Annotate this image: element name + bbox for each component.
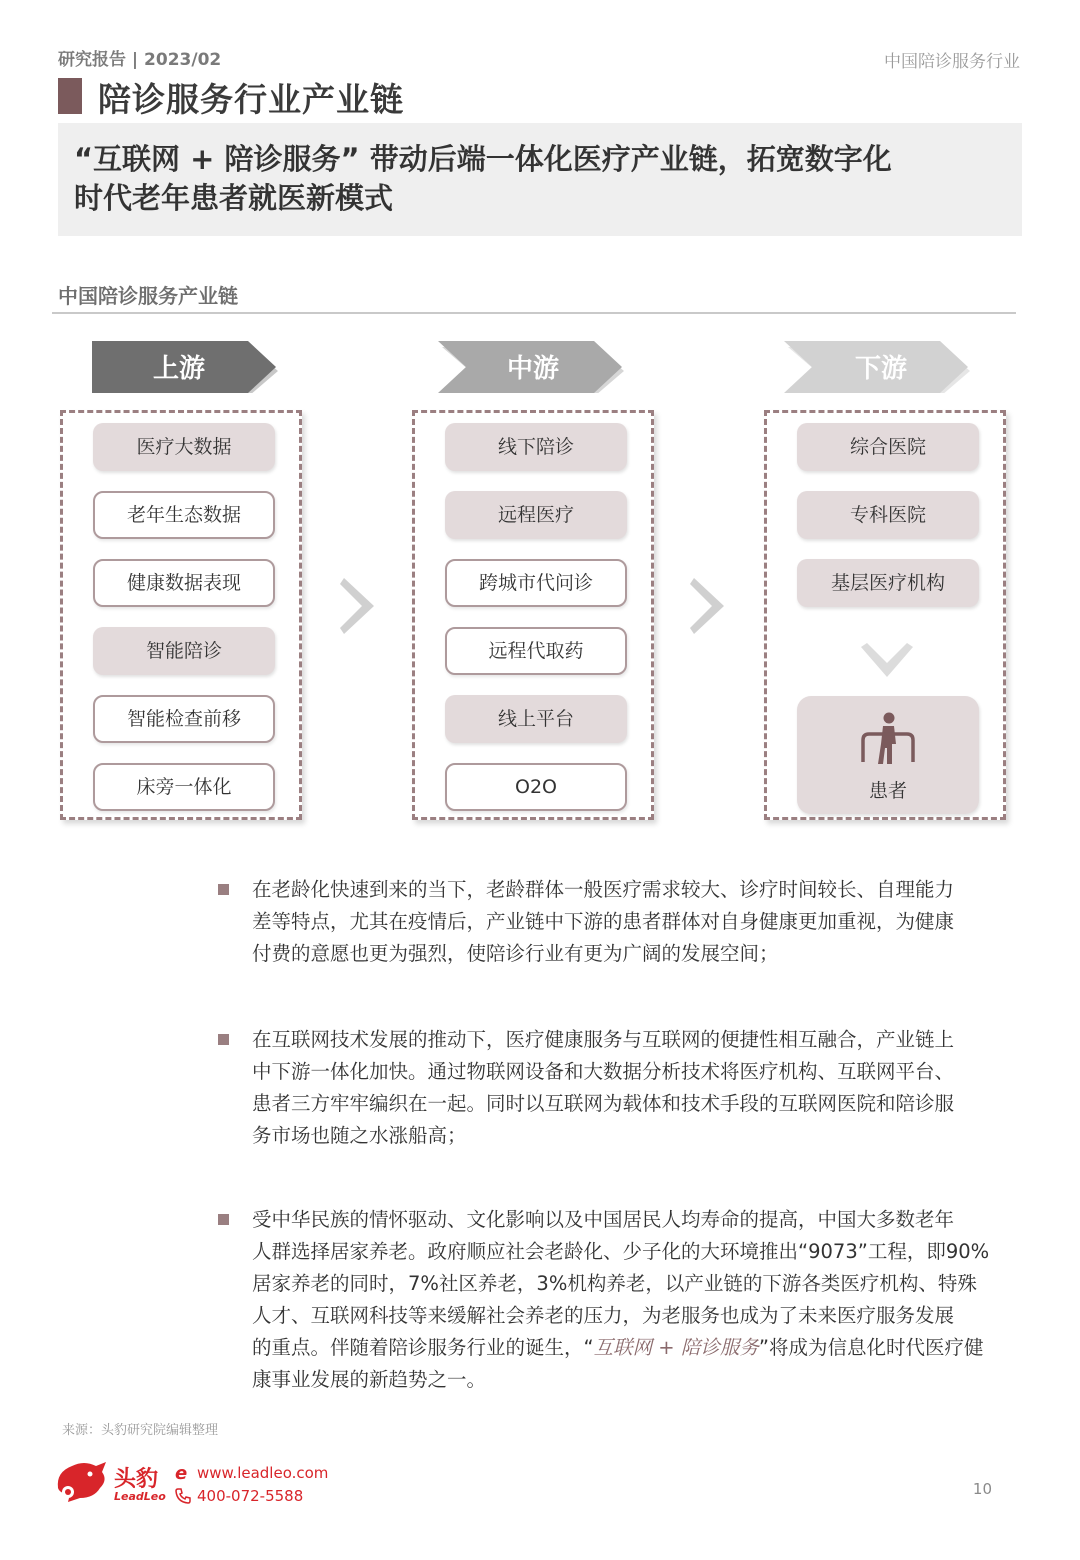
list-item: 线下陪诊	[445, 423, 627, 471]
downstream-column	[764, 410, 1006, 820]
paragraph-line: 人才、互联网科技等来缓解社会养老的压力，为老服务也成为了未来医疗服务发展	[252, 1304, 955, 1327]
upstream-label: 上游	[152, 354, 205, 384]
line-text: ”将成为信息化时代医疗健	[758, 1336, 984, 1359]
paragraph-line: 付费的意愿也更为强烈，使陪诊行业有更为广阔的发展空间；	[252, 942, 779, 965]
paragraph-line: 康事业发展的新趋势之一。	[252, 1368, 487, 1391]
midstream-label: 中游	[506, 354, 559, 384]
page-title: 陪诊服务行业产业链	[98, 80, 404, 119]
bullet-marker	[218, 1034, 229, 1045]
chevron-right-icon	[690, 578, 726, 634]
list-item: 医疗大数据	[93, 423, 275, 471]
downstream-label: 下游	[854, 354, 907, 384]
list-item: 综合医院	[797, 423, 979, 471]
patient-label: 患者	[868, 780, 907, 802]
subtitle	[74, 140, 974, 218]
patient-card	[797, 696, 979, 814]
phone-icon	[175, 1488, 191, 1504]
page-number: 10	[972, 1480, 992, 1498]
list-item: O2O	[445, 763, 627, 811]
chevron-down-icon	[861, 643, 913, 679]
list-item: 智能检查前移	[93, 695, 275, 743]
paragraph-line: 中下游一体化加快。通过物联网设备和大数据分析技术将医疗机构、互联网平台、	[252, 1060, 955, 1083]
report-meta: 研究报告 | 2023/02	[58, 50, 222, 70]
list-item: 基层医疗机构	[797, 559, 979, 607]
bullet-marker	[218, 1214, 229, 1225]
paragraph-line	[252, 1332, 992, 1364]
list-item: 床旁一体化	[93, 763, 275, 811]
svg-text:e: e	[175, 1464, 188, 1482]
phone-number: 400-072-5588	[197, 1487, 304, 1505]
paragraph-line: 患者三方牢牢编织在一起。同时以互联网为载体和技术手段的互联网医院和陪诊服	[252, 1092, 955, 1115]
subtitle-line: “互联网 + 陪诊服务” 带动后端一体化医疗产业链，拓宽数字化	[74, 142, 892, 176]
bullet-paragraph	[252, 1204, 992, 1396]
web-icon	[174, 1464, 192, 1482]
list-item: 智能陪诊	[93, 627, 275, 675]
paragraph-line: 务市场也随之水涨船高；	[252, 1124, 467, 1147]
upstream-column	[60, 410, 302, 820]
emphasis-text: 互联网 + 陪诊服务	[593, 1336, 759, 1359]
leopard-logo-icon	[54, 1458, 110, 1504]
bullet-paragraph	[252, 874, 992, 970]
midstream-column	[412, 410, 654, 820]
paragraph-line: 在互联网技术发展的推动下，医疗健康服务与互联网的便捷性相互融合，产业链上	[252, 1028, 955, 1051]
list-item: 老年生态数据	[93, 491, 275, 539]
list-item: 远程医疗	[445, 491, 627, 539]
paragraph-line: 差等特点，尤其在疫情后，产业链中下游的患者群体对自身健康更加重视，为健康	[252, 910, 955, 933]
list-item: 线上平台	[445, 695, 627, 743]
paragraph-line: 居家养老的同时，7%社区养老，3%机构养老，以产业链的下游各类医疗机构、特殊	[252, 1272, 977, 1295]
paragraph-line: 受中华民族的情怀驱动、文化影响以及中国居民人均寿命的提高，中国大多数老年	[252, 1208, 955, 1231]
line-text: 的重点。伴随着陪诊服务行业的诞生，“	[252, 1336, 594, 1359]
subtitle-line: 时代老年患者就医新模式	[74, 181, 394, 215]
industry-name: 中国陪诊服务行业	[884, 52, 1020, 72]
source-note: 来源：头豹研究院编辑整理	[62, 1423, 219, 1438]
section-label: 中国陪诊服务产业链	[58, 284, 238, 308]
website-link[interactable]: www.leadleo.com	[197, 1464, 329, 1482]
bullet-paragraph	[252, 1024, 992, 1152]
title-accent-bar	[58, 78, 82, 114]
list-item: 跨城市代问诊	[445, 559, 627, 607]
paragraph-line: 在老龄化快速到来的当下，老龄群体一般医疗需求较大、诊疗时间较长、自理能力	[252, 878, 955, 901]
list-item: 健康数据表现	[93, 559, 275, 607]
paragraph-line: 人群选择居家养老。政府顺应社会老龄化、少子化的大环境推出“9073”工程，即90%	[252, 1240, 990, 1263]
brand-name-en: LeadLeo	[114, 1490, 166, 1503]
divider	[52, 312, 1016, 314]
brand-name: 头豹	[114, 1467, 159, 1492]
bullet-marker	[218, 884, 229, 895]
list-item: 远程代取药	[445, 627, 627, 675]
list-item: 专科医院	[797, 491, 979, 539]
chevron-right-icon	[340, 578, 376, 634]
patient-walker-icon	[859, 710, 917, 768]
